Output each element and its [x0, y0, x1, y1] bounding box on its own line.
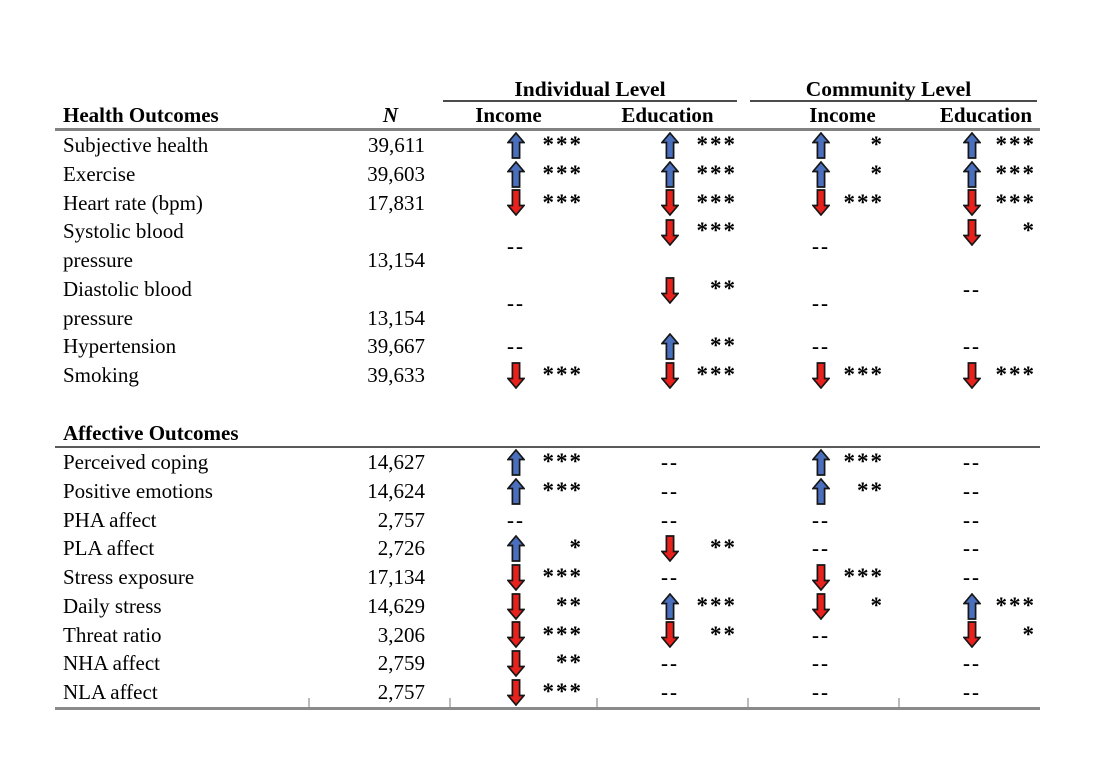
down-arrow-icon	[812, 593, 830, 620]
outcome-label: Daily stress	[63, 593, 162, 618]
significance-stars: ***	[696, 132, 737, 157]
down-arrow-icon	[963, 621, 981, 648]
stat-cell	[449, 131, 596, 160]
stat-cell	[596, 506, 747, 535]
significance-stars: ***	[542, 132, 583, 157]
stat-cell	[747, 160, 898, 189]
stat-cell	[898, 506, 1040, 535]
significance-stars: ***	[843, 449, 884, 474]
significance-stars: ***	[696, 592, 737, 618]
table-row	[55, 275, 1040, 333]
stat-cell	[747, 563, 898, 592]
not-significant-dash: --	[963, 450, 981, 474]
down-arrow-icon	[507, 362, 525, 389]
stat-cell	[449, 448, 596, 477]
table-row	[55, 448, 1040, 477]
outcome-label: PHA affect	[63, 507, 157, 532]
stat-cell	[449, 217, 596, 275]
stat-cell	[596, 563, 747, 592]
down-arrow-icon	[507, 621, 525, 648]
grid-tick	[308, 698, 310, 707]
stat-cell	[596, 649, 747, 678]
not-significant-dash: --	[812, 622, 830, 647]
significance-stars: **	[857, 477, 884, 503]
n-value: 13,154	[367, 248, 425, 272]
significance-stars: *	[1022, 621, 1036, 647]
not-significant-dash: --	[661, 478, 679, 503]
group-header-label: Community Level	[805, 77, 972, 101]
not-significant-dash: --	[507, 507, 525, 532]
stat-cell	[449, 534, 596, 563]
grid-tick	[449, 698, 451, 707]
outcome-label: Threat ratio	[63, 622, 162, 647]
n-value: 39,603	[367, 161, 425, 186]
stat-cell	[898, 477, 1040, 506]
stat-cell	[898, 649, 1040, 678]
n-value: 2,759	[377, 651, 425, 676]
not-significant-dash: --	[812, 233, 830, 258]
up-arrow-icon	[507, 478, 525, 505]
not-significant-dash: --	[812, 680, 830, 704]
stat-cell	[596, 131, 747, 160]
stat-cell	[449, 332, 596, 361]
table-row	[55, 332, 1040, 361]
significance-stars: *	[870, 160, 884, 186]
not-significant-dash: --	[963, 651, 981, 676]
significance-stars: ***	[995, 189, 1036, 215]
up-arrow-icon	[507, 132, 525, 159]
up-arrow-icon	[661, 593, 679, 620]
not-significant-dash: --	[812, 334, 830, 359]
n-value: 39,667	[367, 334, 425, 359]
not-significant-dash: --	[963, 565, 981, 589]
stat-cell	[596, 621, 747, 650]
significance-stars: **	[556, 592, 583, 618]
affective-outcomes-rows	[55, 448, 1040, 707]
not-significant-dash: --	[661, 651, 679, 676]
down-arrow-icon	[507, 564, 525, 591]
stat-cell	[898, 361, 1040, 390]
stat-cell	[898, 275, 1040, 333]
outcome-label: Heart rate (bpm)	[63, 190, 203, 215]
n-value: 39,611	[368, 133, 425, 157]
down-arrow-icon	[661, 219, 679, 246]
stat-cell	[449, 361, 596, 390]
stat-cell	[747, 332, 898, 361]
grid-tick	[747, 698, 749, 707]
n-value: 17,134	[367, 565, 425, 589]
outcome-label-line: pressure	[63, 305, 133, 330]
table-row	[55, 160, 1040, 189]
down-arrow-icon	[812, 362, 830, 389]
table-row	[55, 563, 1040, 592]
up-arrow-icon	[812, 161, 830, 188]
n-value: 2,757	[377, 507, 425, 532]
stat-cell	[747, 621, 898, 650]
not-significant-dash: --	[812, 536, 830, 561]
table-row	[55, 678, 1040, 707]
table-bottom-rule	[55, 707, 1040, 710]
stat-cell	[898, 131, 1040, 160]
significance-stars: ***	[542, 564, 583, 589]
down-arrow-icon	[812, 189, 830, 216]
table-row	[55, 506, 1040, 535]
outcome-label	[55, 275, 308, 333]
significance-stars: ***	[696, 160, 737, 186]
up-arrow-icon	[812, 478, 830, 505]
outcome-label-line: Diastolic blood	[63, 276, 192, 301]
significance-stars: ***	[542, 621, 583, 647]
grid-tick	[596, 698, 598, 707]
stat-cell	[747, 649, 898, 678]
stat-cell	[449, 477, 596, 506]
stat-cell	[596, 592, 747, 621]
not-significant-dash: --	[812, 291, 830, 316]
stat-cell	[747, 534, 898, 563]
stat-cell	[747, 448, 898, 477]
not-significant-dash: --	[963, 507, 981, 532]
outcome-label: Subjective health	[63, 133, 209, 157]
health-outcomes-rows	[55, 131, 1040, 390]
stat-cell	[898, 563, 1040, 592]
stat-cell	[596, 160, 747, 189]
not-significant-dash: --	[963, 334, 981, 359]
not-significant-dash: --	[963, 276, 981, 301]
stat-cell	[898, 332, 1040, 361]
col-header-community-income: Income	[809, 103, 876, 127]
significance-stars: ***	[696, 218, 737, 244]
stat-cell	[747, 217, 898, 275]
stat-cell	[747, 361, 898, 390]
down-arrow-icon	[963, 219, 981, 246]
stat-cell	[747, 131, 898, 160]
stat-cell	[898, 534, 1040, 563]
stat-cell	[596, 477, 747, 506]
stat-cell	[898, 160, 1040, 189]
significance-stars: *	[569, 535, 583, 561]
up-arrow-icon	[812, 449, 830, 476]
col-header-n: N	[382, 103, 399, 127]
not-significant-dash: --	[963, 536, 981, 561]
outcome-label-line: pressure	[63, 248, 133, 272]
outcome-label: Positive emotions	[63, 478, 213, 503]
significance-stars: ***	[995, 592, 1036, 618]
down-arrow-icon	[661, 535, 679, 562]
col-header-health-outcomes: Health Outcomes	[63, 103, 219, 127]
significance-stars: ***	[843, 189, 884, 215]
not-significant-dash: --	[661, 450, 679, 474]
group-header-individual-level	[443, 78, 737, 102]
not-significant-dash: --	[812, 507, 830, 532]
not-significant-dash: --	[661, 565, 679, 589]
stat-cell	[747, 189, 898, 218]
stat-cell	[449, 189, 596, 218]
outcome-label: Perceived coping	[63, 450, 209, 474]
stat-cell	[898, 621, 1040, 650]
not-significant-dash: --	[661, 507, 679, 532]
down-arrow-icon	[812, 564, 830, 591]
up-arrow-icon	[963, 132, 981, 159]
stat-cell	[449, 592, 596, 621]
table-row	[55, 592, 1040, 621]
significance-stars: ***	[542, 679, 583, 704]
stat-cell	[449, 678, 596, 707]
not-significant-dash: --	[812, 651, 830, 676]
not-significant-dash: --	[507, 334, 525, 359]
stat-cell	[449, 621, 596, 650]
table-row	[55, 361, 1040, 390]
significance-stars: ***	[843, 362, 884, 387]
down-arrow-icon	[507, 593, 525, 620]
significance-stars: *	[870, 132, 884, 157]
n-value: 17,831	[367, 190, 425, 215]
down-arrow-icon	[507, 679, 525, 706]
outcome-label	[55, 217, 308, 275]
stat-cell	[898, 217, 1040, 275]
significance-stars: **	[710, 333, 737, 359]
down-arrow-icon	[661, 362, 679, 389]
not-significant-dash: --	[507, 233, 525, 258]
stat-cell	[747, 477, 898, 506]
col-header-individual-income: Income	[475, 103, 542, 127]
stat-cell	[596, 678, 747, 707]
stat-cell	[449, 563, 596, 592]
up-arrow-icon	[507, 449, 525, 476]
not-significant-dash: --	[661, 680, 679, 704]
stat-cell	[449, 160, 596, 189]
significance-stars: ***	[995, 362, 1036, 387]
n-value: 2,757	[377, 680, 425, 704]
table-row	[55, 621, 1040, 650]
stat-cell	[747, 506, 898, 535]
significance-stars: *	[1022, 218, 1036, 244]
table-row	[55, 131, 1040, 160]
significance-stars: ***	[542, 477, 583, 503]
stat-cell	[898, 592, 1040, 621]
down-arrow-icon	[507, 650, 525, 677]
table-row	[55, 189, 1040, 218]
down-arrow-icon	[963, 189, 981, 216]
table-row	[55, 217, 1040, 275]
table-row	[55, 649, 1040, 678]
significance-stars: ***	[995, 132, 1036, 157]
significance-stars: ***	[843, 564, 884, 589]
up-arrow-icon	[812, 132, 830, 159]
significance-stars: ***	[542, 160, 583, 186]
significance-stars: **	[710, 621, 737, 647]
up-arrow-icon	[963, 161, 981, 188]
stat-cell	[596, 361, 747, 390]
section-header-row	[55, 420, 1040, 448]
outcome-label: Smoking	[63, 363, 139, 387]
n-value: 3,206	[377, 622, 425, 647]
down-arrow-icon	[963, 362, 981, 389]
stat-cell	[898, 678, 1040, 707]
n-value: 13,154	[367, 305, 425, 330]
stat-cell	[898, 448, 1040, 477]
outcome-label: Hypertension	[63, 334, 177, 359]
table-row	[55, 477, 1040, 506]
stat-cell	[898, 189, 1040, 218]
group-header-label: Individual Level	[514, 77, 666, 101]
stat-cell	[596, 448, 747, 477]
up-arrow-icon	[507, 161, 525, 188]
down-arrow-icon	[661, 277, 679, 304]
down-arrow-icon	[507, 189, 525, 216]
outcomes-table	[55, 78, 1040, 710]
stat-cell	[449, 649, 596, 678]
significance-stars: **	[710, 275, 737, 301]
n-value: 14,629	[367, 593, 425, 618]
outcome-label: Stress exposure	[63, 565, 195, 589]
significance-stars: ***	[995, 160, 1036, 186]
group-header-row	[55, 78, 1040, 102]
stat-cell	[596, 189, 747, 218]
col-header-individual-education: Education	[621, 103, 714, 127]
outcome-label-line: Systolic blood	[63, 219, 184, 244]
stat-cell	[449, 275, 596, 333]
stat-cell	[596, 534, 747, 563]
not-significant-dash: --	[963, 680, 981, 704]
outcome-label: PLA affect	[63, 536, 155, 561]
down-arrow-icon	[661, 189, 679, 216]
stat-cell	[449, 506, 596, 535]
stat-cell	[596, 275, 747, 333]
group-header-community-level	[750, 78, 1037, 102]
stat-cell	[747, 678, 898, 707]
significance-stars: ***	[542, 189, 583, 215]
significance-stars: **	[710, 535, 737, 561]
significance-stars: ***	[696, 362, 737, 387]
not-significant-dash: --	[507, 291, 525, 316]
col-header-community-education: Education	[939, 103, 1033, 127]
up-arrow-icon	[661, 333, 679, 360]
stat-cell	[596, 332, 747, 361]
n-value: 2,726	[377, 536, 425, 561]
up-arrow-icon	[661, 132, 679, 159]
stat-cell	[747, 592, 898, 621]
section-title-affective-outcomes: Affective Outcomes	[63, 420, 239, 445]
outcome-label: NLA affect	[63, 680, 158, 704]
outcome-label: NHA affect	[63, 651, 160, 676]
significance-stars: ***	[542, 362, 583, 387]
significance-stars: *	[870, 592, 884, 618]
not-significant-dash: --	[963, 478, 981, 503]
n-value: 39,633	[367, 363, 425, 387]
outcome-label: Exercise	[63, 161, 136, 186]
grid-tick	[898, 698, 900, 707]
stat-cell	[596, 217, 747, 275]
down-arrow-icon	[661, 621, 679, 648]
significance-stars: ***	[696, 189, 737, 215]
table-row	[55, 534, 1040, 563]
up-arrow-icon	[963, 593, 981, 620]
up-arrow-icon	[661, 161, 679, 188]
significance-stars: **	[556, 650, 583, 676]
stat-cell	[747, 275, 898, 333]
n-value: 14,624	[367, 478, 425, 503]
n-value: 14,627	[367, 450, 425, 474]
up-arrow-icon	[507, 535, 525, 562]
significance-stars: ***	[542, 449, 583, 474]
column-header-row	[55, 102, 1040, 131]
